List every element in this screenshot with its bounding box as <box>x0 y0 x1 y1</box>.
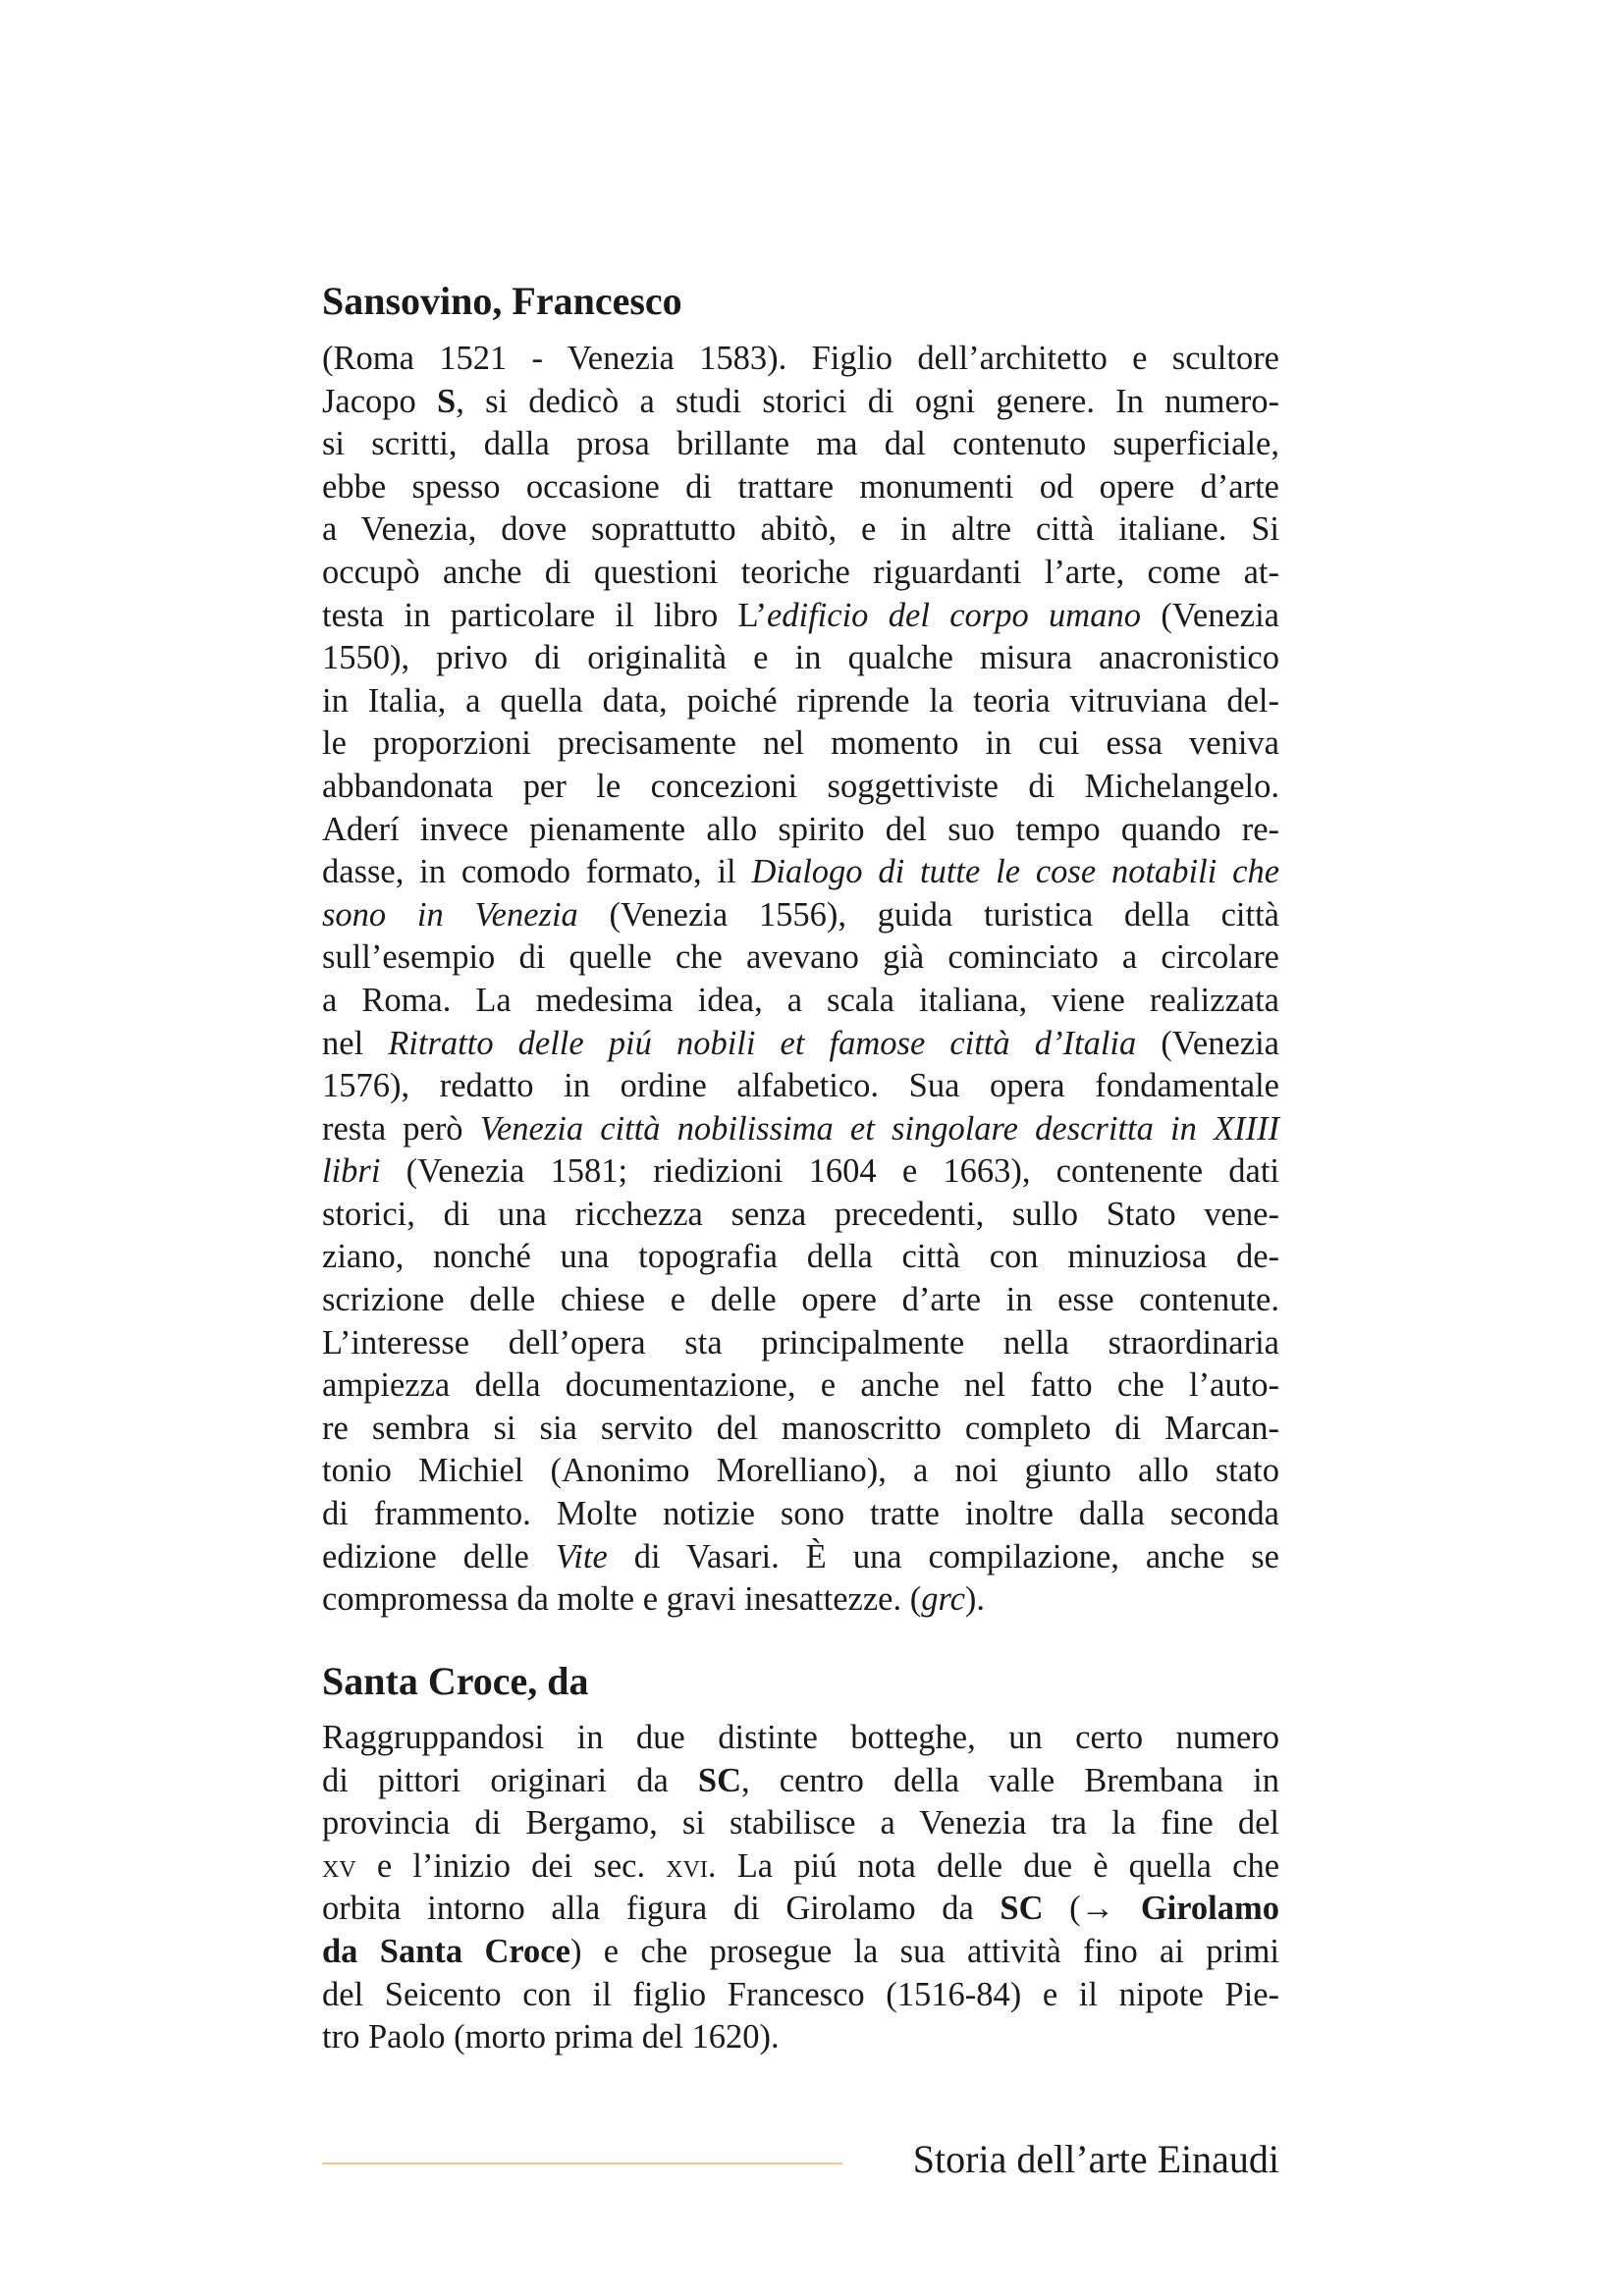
text-run: ). <box>964 1580 986 1619</box>
text-run: SC <box>1000 1890 1044 1928</box>
text-line <box>322 1322 1279 1365</box>
text-run: Venezia città nobilissima et singolare descritta in XIIII <box>479 1109 1279 1148</box>
text-run: ebbe spesso occasione di trattare monumenti od opere d’arte <box>322 467 1279 506</box>
text-run: re sembra si sia servito del manoscritto completo di Marcan- <box>322 1409 1279 1447</box>
text-run: ) e che prosegue la sua attività fino ai primi <box>569 1932 1279 1970</box>
text-run: grc <box>921 1580 965 1619</box>
text-run: Aderí invece pienamente allo spirito del suo tempo quando re- <box>322 810 1279 848</box>
text-run: (Venezia 1556), guida turistica della città <box>577 895 1279 934</box>
page <box>322 0 1279 2296</box>
text-run: libri <box>322 1152 381 1191</box>
text-line <box>322 1450 1279 1493</box>
text-line <box>322 1717 1279 1760</box>
text-run: (Venezia <box>1140 596 1279 634</box>
text-run: ampiezza della documentazione, e anche nel fatto che l’auto- <box>322 1366 1279 1405</box>
text-line <box>322 1888 1279 1931</box>
text-run: sono in Venezia <box>322 895 578 934</box>
text-line <box>322 466 1279 509</box>
text-line <box>322 722 1279 766</box>
text-run: scrizione delle chiese e delle opere d’arte in esse contenute. <box>322 1281 1279 1319</box>
text-run: ziano, nonché una topografia della città con minuziosa de- <box>322 1238 1279 1276</box>
text-run: compromessa da molte e gravi inesattezze. ( <box>322 1580 922 1619</box>
text-run: a Venezia, dove soprattutto abitò, e in altre città italiane. Si <box>322 510 1279 549</box>
text-line <box>322 1150 1279 1194</box>
text-run: da Santa Croce <box>322 1932 570 1970</box>
text-run: (Venezia <box>1136 1024 1279 1062</box>
text-run: tro Paolo (morto prima del 1620). <box>322 2018 780 2056</box>
text-run: le proporzioni precisamente nel momento in cui essa veniva <box>322 724 1279 763</box>
text-run: xvi <box>666 1846 708 1885</box>
entry-body-sansovino <box>322 338 1279 1622</box>
footer-rule <box>322 2163 842 2164</box>
text-line <box>322 1578 1279 1622</box>
text-line <box>322 338 1279 381</box>
text-line <box>322 980 1279 1023</box>
text-run: , si dedicò a studi storici di ogni genere. In numero- <box>456 382 1279 420</box>
text-run: SC <box>697 1761 742 1799</box>
text-line <box>322 936 1279 980</box>
text-run: nel <box>322 1024 389 1062</box>
text-run: 1576), redatto in ordine alfabetico. Sua opera fondamentale <box>322 1067 1279 1105</box>
text-line <box>322 423 1279 466</box>
text-line <box>322 508 1279 552</box>
text-run: Girolamo <box>1140 1890 1279 1928</box>
text-line <box>322 809 1279 852</box>
text-line <box>322 595 1279 638</box>
text-run: Jacopo <box>322 382 438 420</box>
text-run: , centro della valle Brembana in <box>741 1761 1280 1799</box>
text-line <box>322 680 1279 723</box>
text-run: edizione delle <box>322 1537 556 1575</box>
text-run: (Roma 1521 - Venezia 1583). Figlio dell’architetto e scultore <box>322 340 1279 377</box>
text-line <box>322 1931 1279 1974</box>
text-line <box>322 1536 1279 1579</box>
text-line <box>322 2016 1279 2059</box>
entry-heading-sansovino: Sansovino, Francesco <box>322 279 682 323</box>
text-run: (Venezia 1581; riedizioni 1604 e 1663), contenente dati <box>380 1152 1279 1191</box>
text-run: abbandonata per le concezioni soggettiviste di Michelangelo. <box>322 767 1279 805</box>
text-run: tonio Michiel (Anonimo Morelliano), a noi giunto allo stato <box>322 1452 1279 1490</box>
text-run: di Vasari. È una compilazione, anche se <box>607 1537 1279 1575</box>
text-line <box>322 1065 1279 1108</box>
entry-heading-santa-croce: Santa Croce, da <box>322 1659 589 1703</box>
text-line <box>322 637 1279 680</box>
text-run: 1550), privo di originalità e in qualche misura anacronistico <box>322 639 1279 677</box>
text-run: e l’inizio dei sec. <box>355 1846 667 1885</box>
text-line <box>322 1802 1279 1845</box>
text-run: testa in particolare il libro L’ <box>322 596 767 634</box>
text-run: sull’esempio di quelle che avevano già cominciato a circolare <box>322 938 1279 977</box>
text-run: di pittori originari da <box>322 1761 698 1799</box>
text-line <box>322 1760 1279 1803</box>
text-run: xv <box>322 1846 356 1885</box>
text-run: Vite <box>555 1537 608 1575</box>
text-line <box>322 766 1279 809</box>
text-run: orbita intorno alla figura di Girolamo da <box>322 1890 1001 1928</box>
text-line <box>322 1408 1279 1451</box>
text-run: Raggruppandosi in due distinte botteghe, un certo numero <box>322 1719 1279 1756</box>
text-run: provincia di Bergamo, si stabilisce a Venezia tra la fine del <box>322 1804 1279 1842</box>
text-run: in Italia, a quella data, poiché riprende la teoria vitruviana del- <box>322 681 1279 720</box>
text-line <box>322 1023 1279 1066</box>
text-line <box>322 1279 1279 1322</box>
text-run: edificio del corpo umano <box>766 596 1141 634</box>
text-run: S <box>437 382 457 420</box>
text-run: del Seicento con il figlio Francesco (1516-84) e il nipote Pie- <box>322 1975 1279 2013</box>
text-run: storici, di una ricchezza senza precedenti, sullo Stato vene- <box>322 1195 1279 1233</box>
text-line <box>322 381 1279 424</box>
text-run: a Roma. La medesima idea, a scala italiana, viene realizzata <box>322 981 1279 1019</box>
text-line <box>322 1108 1279 1151</box>
text-line <box>322 851 1279 894</box>
text-run: resta però <box>322 1109 480 1148</box>
text-run: occupò anche di questioni teoriche riguardanti l’arte, come at- <box>322 553 1279 591</box>
text-run: Ritratto delle piú nobili et famose città d’Italia <box>388 1024 1137 1062</box>
text-line <box>322 1364 1279 1408</box>
text-run: L’interesse dell’opera sta principalmente nella straordinaria <box>322 1323 1279 1362</box>
text-run: . La piú nota delle due è quella che <box>707 1846 1280 1885</box>
text-run: dasse, in comodo formato, il <box>322 853 752 891</box>
text-line <box>322 894 1279 937</box>
text-line <box>322 1236 1279 1279</box>
text-run: di frammento. Molte notizie sono tratte inoltre dalla seconda <box>322 1495 1279 1533</box>
text-run: Dialogo di tutte le cose notabili che <box>751 853 1280 891</box>
text-line <box>322 1974 1279 2017</box>
footer-title: Storia dell’arte Einaudi <box>912 2137 1279 2181</box>
entry-body-santa-croce <box>322 1717 1279 2059</box>
text-run: si scritti, dalla prosa brillante ma dal contenuto superficiale, <box>322 425 1279 463</box>
text-line <box>322 1493 1279 1536</box>
text-run: (→ <box>1043 1890 1141 1928</box>
text-line <box>322 1845 1279 1889</box>
text-line <box>322 1194 1279 1237</box>
text-line <box>322 552 1279 595</box>
